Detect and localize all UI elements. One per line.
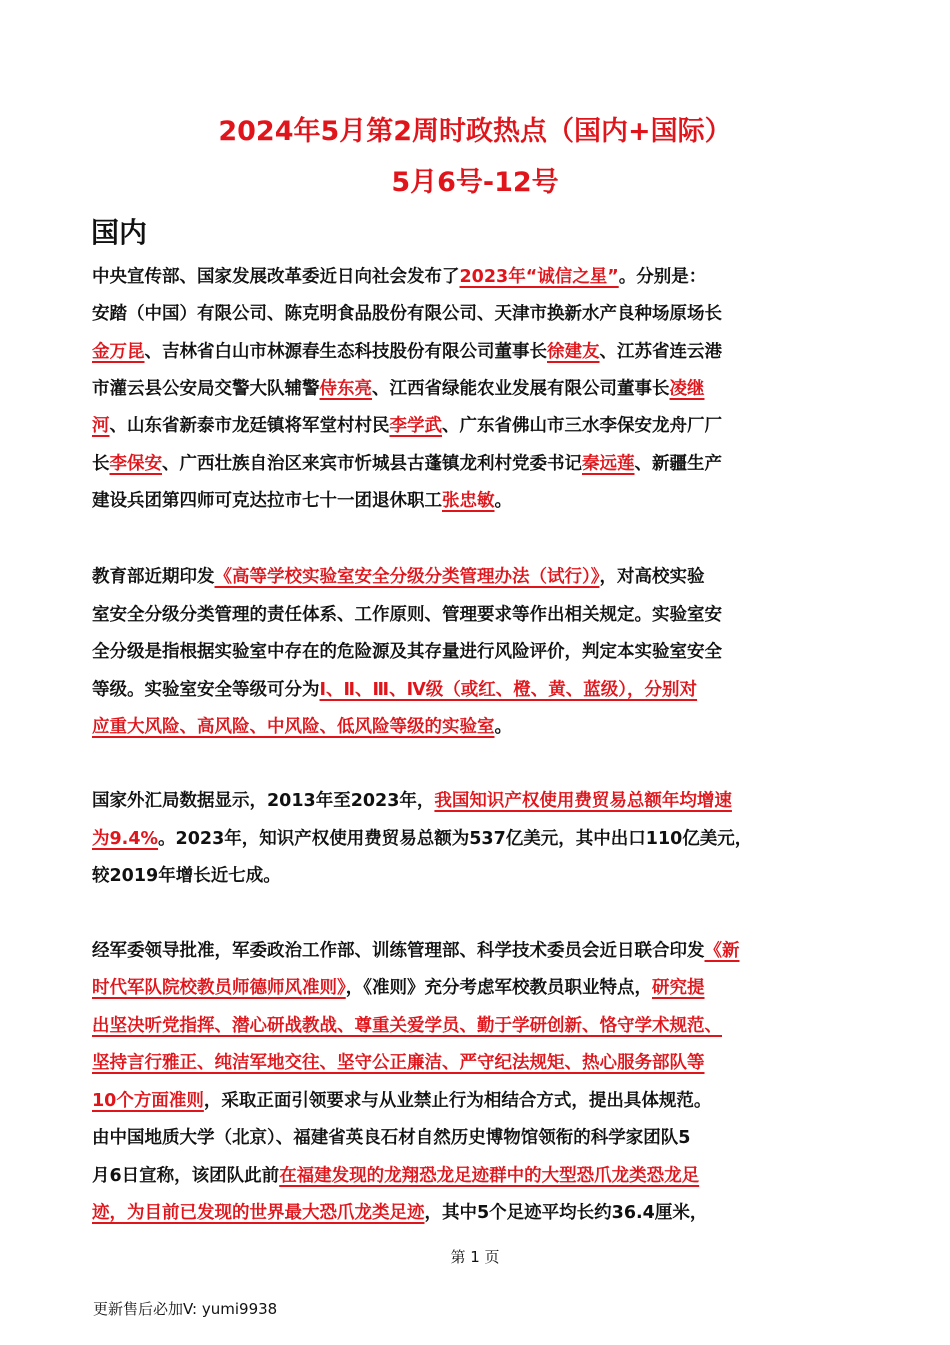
text-segment: 、山东省新泰市龙廷镇将军堂村村民 [109, 416, 390, 436]
text-segment: 、广东省佛山市三水李保安龙舟厂厂 [442, 416, 722, 436]
text-line [92, 371, 862, 408]
highlighted-text: 张忠敏 [442, 491, 495, 511]
highlighted-text: 应重大风险、高风险、中风险、低风险等级的实验室 [92, 717, 495, 737]
text-segment: 中央宣传部、国家发展改革委近日向社会发布了 [92, 267, 460, 287]
highlighted-text: 河 [92, 416, 110, 436]
text-line [92, 933, 862, 970]
text-segment: 月6日宣称，该团队此前 [92, 1166, 280, 1186]
text-segment: 、广西壮族自治区来宾市忻城县古蓬镇龙利村党委书记 [162, 454, 582, 474]
highlighted-text: 《高等学校实验室安全分级分类管理办法（试行）》 [214, 567, 600, 587]
text-line [92, 408, 862, 445]
text-segment: 、吉林省白山市林源春生态科技股份有限公司董事长 [144, 342, 547, 362]
text-line [92, 597, 862, 634]
text-segment: ，《准则》充分考虑军校教员职业特点， [345, 978, 652, 998]
text-line [92, 296, 862, 333]
document-title: 2024年5月第2周时政热点（国内+国际） [218, 116, 732, 147]
text-line [92, 1195, 862, 1232]
highlighted-text: 徐建友 [547, 342, 600, 362]
text-segment: 教育部近期印发 [92, 567, 215, 587]
text-segment: 。 [494, 491, 512, 511]
highlighted-text: 我国知识产权使用费贸易总额年均增速 [434, 791, 732, 811]
highlighted-text: 凌继 [669, 379, 705, 399]
text-line [92, 1120, 862, 1157]
text-segment: ，其中5个足迹平均长约36.4厘米， [424, 1203, 708, 1223]
text-line [92, 821, 862, 858]
text-line [92, 709, 862, 746]
text-line [92, 783, 862, 820]
text-line [92, 672, 862, 709]
highlighted-text: 金万昆 [92, 342, 145, 362]
text-segment: 室安全分级分类管理的责任体系、工作原则、管理要求等作出相关规定。实验室安 [92, 605, 722, 625]
text-line [92, 334, 862, 371]
text-segment: 。2023年，知识产权使用费贸易总额为537亿美元，其中出口110亿美元， [158, 829, 753, 849]
text-segment: 安踏（中国）有限公司、陈克明食品股份有限公司、天津市换新水产良种场原场长 [92, 304, 722, 324]
text-segment: 、江苏省连云港 [599, 342, 722, 362]
highlighted-text: 2023年“诚信之星” [459, 267, 619, 287]
text-segment: 。分别是： [618, 267, 707, 287]
text-segment: 由中国地质大学（北京）、福建省英良石材自然历史博物馆领衔的科学家团队5 [92, 1128, 691, 1148]
text-line [92, 858, 862, 895]
footer-note: 更新售后必加V: yumi9938 [93, 1300, 278, 1318]
text-line [92, 259, 862, 296]
text-segment: 较2019年增长近七成。 [92, 866, 281, 886]
text-segment: 等级。实验室安全等级可分为 [92, 680, 320, 700]
section-heading: 国内 [91, 216, 148, 249]
text-segment: 长 [92, 454, 110, 474]
highlighted-text: 出坚决听党指挥、潜心研战教战、尊重关爱学员、勤于学研创新、恪守学术规范、 [92, 1016, 722, 1036]
highlighted-text: 研究提 [652, 978, 705, 998]
text-line [92, 1158, 862, 1195]
text-segment: 经军委领导批准，军委政治工作部、训练管理部、科学技术委员会近日联合印发 [92, 941, 705, 961]
highlighted-text: 秦远莲 [582, 454, 635, 474]
text-segment: 市灌云县公安局交警大队辅警 [92, 379, 320, 399]
highlighted-text: 李学武 [389, 416, 442, 436]
text-line [92, 970, 862, 1007]
highlighted-text: 为9.4% [92, 829, 159, 849]
text-line [92, 634, 862, 671]
text-segment: 。 [494, 717, 512, 737]
page-number: 第 1 页 [450, 1248, 500, 1266]
text-segment: 、新疆生产 [634, 454, 722, 474]
text-line [92, 483, 862, 520]
text-line [92, 1008, 862, 1045]
highlighted-text: 在福建发现的龙翔恐龙足迹群中的大型恐爪龙类恐龙足 [279, 1166, 700, 1186]
highlighted-text: 坚持言行雅正、纯洁军地交往、坚守公正廉洁、严守纪法规矩、热心服务部队等 [92, 1053, 705, 1073]
text-line [92, 559, 862, 596]
text-segment: 、江西省绿能农业发展有限公司董事长 [372, 379, 670, 399]
text-segment: 全分级是指根据实验室中存在的危险源及其存量进行风险评价，判定本实验室安全 [92, 642, 722, 662]
document-date-range: 5月6号-12号 [391, 167, 559, 198]
text-line [92, 1045, 862, 1082]
text-segment: 建设兵团第四师可克达拉市七十一团退休职工 [92, 491, 442, 511]
text-segment: ，采取正面引领要求与从业禁止行为相结合方式，提出具体规范。 [203, 1091, 712, 1111]
highlighted-text: 侍东亮 [319, 379, 372, 399]
text-line [92, 446, 862, 483]
highlighted-text: 李保安 [109, 454, 162, 474]
text-segment: ，对高校实验 [599, 567, 705, 587]
highlighted-text: 时代军队院校教员师德师风准则》 [92, 978, 346, 998]
text-line [92, 1083, 862, 1120]
highlighted-text: 10个方面准则 [92, 1091, 204, 1111]
highlighted-text: 《新 [704, 941, 740, 961]
highlighted-text: 迹，为目前已发现的世界最大恐爪龙类足迹 [92, 1203, 425, 1223]
text-segment: 国家外汇局数据显示，2013年至2023年， [92, 791, 435, 811]
highlighted-text: Ⅰ、Ⅱ、Ⅲ、Ⅳ级（或红、橙、黄、蓝级），分别对 [319, 680, 698, 700]
